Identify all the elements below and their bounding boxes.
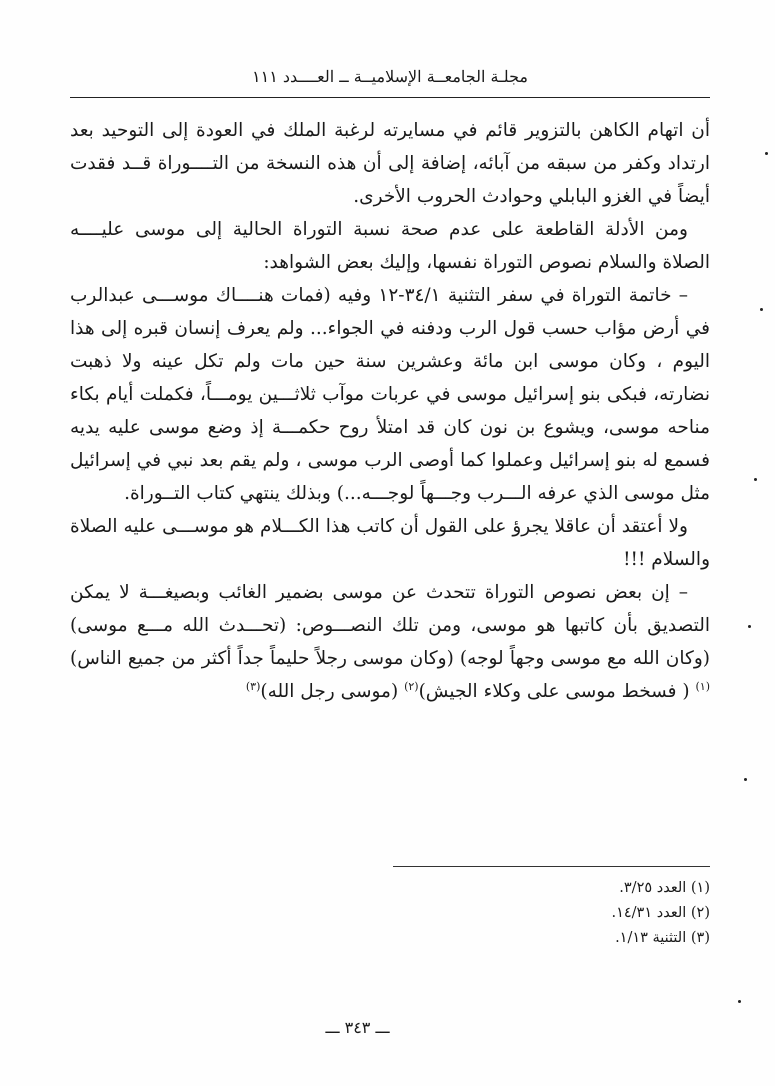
scan-speck [754,478,757,481]
footnote-2: (٢) العدد ١٤/٣١. [611,905,710,921]
header-divider [70,97,710,98]
scan-speck [765,152,768,155]
footnote-ref-2: (٢) [404,679,419,693]
footnote-ref-3: (٣) [245,679,261,693]
footnote-ref-1: (١) [695,679,710,693]
paragraph-5-continued-2: (موسى رجل الله) [260,681,405,702]
body-text [70,114,710,708]
page-number: ـــ ٣٤٣ ـــ [325,1018,390,1037]
paragraph-1: أن اتهام الكاهن بالتزوير قائم في مسايرته لرغبة الملك في العودة إلى التوحيد بعد ارتداد وكفر من سبقه من آبائه، إضافة إلى أن هذه النسخة من التــــوراة قــد فقدت أيضاً في الغزو البابلي وحوادث الحروب الأخرى. [70,120,710,207]
paragraph-4: ولا أعتقد أن عاقلا يجرؤ على القول أن كاتب هذا الكـــلام هو موســـى عليه الصلاة والسلام !!! [70,516,710,570]
footnotes [70,876,710,951]
scan-speck [738,1000,741,1003]
footnote-1: (١) العدد ٣/٢٥. [619,880,710,896]
footnote-3: (٣) التثنية ١/١٣. [615,930,710,946]
scan-speck [748,625,751,628]
paragraph-5 [70,576,710,708]
paragraph-5-continued-1: ( فسخط موسى على وكلاء الجيش) [418,681,696,702]
scan-speck [760,308,763,311]
running-header: مجلـة الجامعــة الإسلاميــة ــ العــــدد ١١١ [252,67,528,86]
scan-speck [744,778,747,781]
paragraph-2: ومن الأدلة القاطعة على عدم صحة نسبة التوراة الحالية إلى موسى عليــــه الصلاة والسلام نصوص التوراة نفسها، وإليك بعض الشواهد: [70,219,710,273]
paragraph-3: – خاتمة التوراة في سفر التثنية ٣٤/١-١٢ وفيه (فمات هنــــاك موســـى عبدالرب في أرض مؤاب حسب قول الرب ودفنه في الجواء... ولم يعرف إنسان قبره إلى هذا اليوم ، وكان موسى ابن مائة وعشرين سنة حين مات ولم تكل عينه ولا ذهبت نضارته، فبكى بنو إسرائيل موسى في عربات موآب ثلاثـــين يومـــاً، فكملت أيام بكاء مناحه موسى، ويشوع بن نون كان قد امتلأ روح حكمـــة إذ وضع موسى عليه يديه فسمع له بنو إسرائيل وعملوا كما أوصى الرب موسى ، ولم يقم بعد نبي في إسرائيل مثل موسى الذي عرفه الـــرب وجـــهاً لوجـــه...) وبذلك ينتهي كتاب التــوراة. [70,285,710,504]
footnote-divider [393,866,710,867]
paragraph-5-text: – إن بعض نصوص التوراة تتحدث عن موسى بضمير الغائب وبصيغـــة لا يمكن التصديق بأن كاتبها هو موسى، ومن تلك النصـــوص: (تحـــدث الله مـــع موسى) (وكان الله مع موسى وجهاً لوجه) (وكان موسى رجلاً حليماً جداً أكثر من جميع الناس) [70,582,710,669]
